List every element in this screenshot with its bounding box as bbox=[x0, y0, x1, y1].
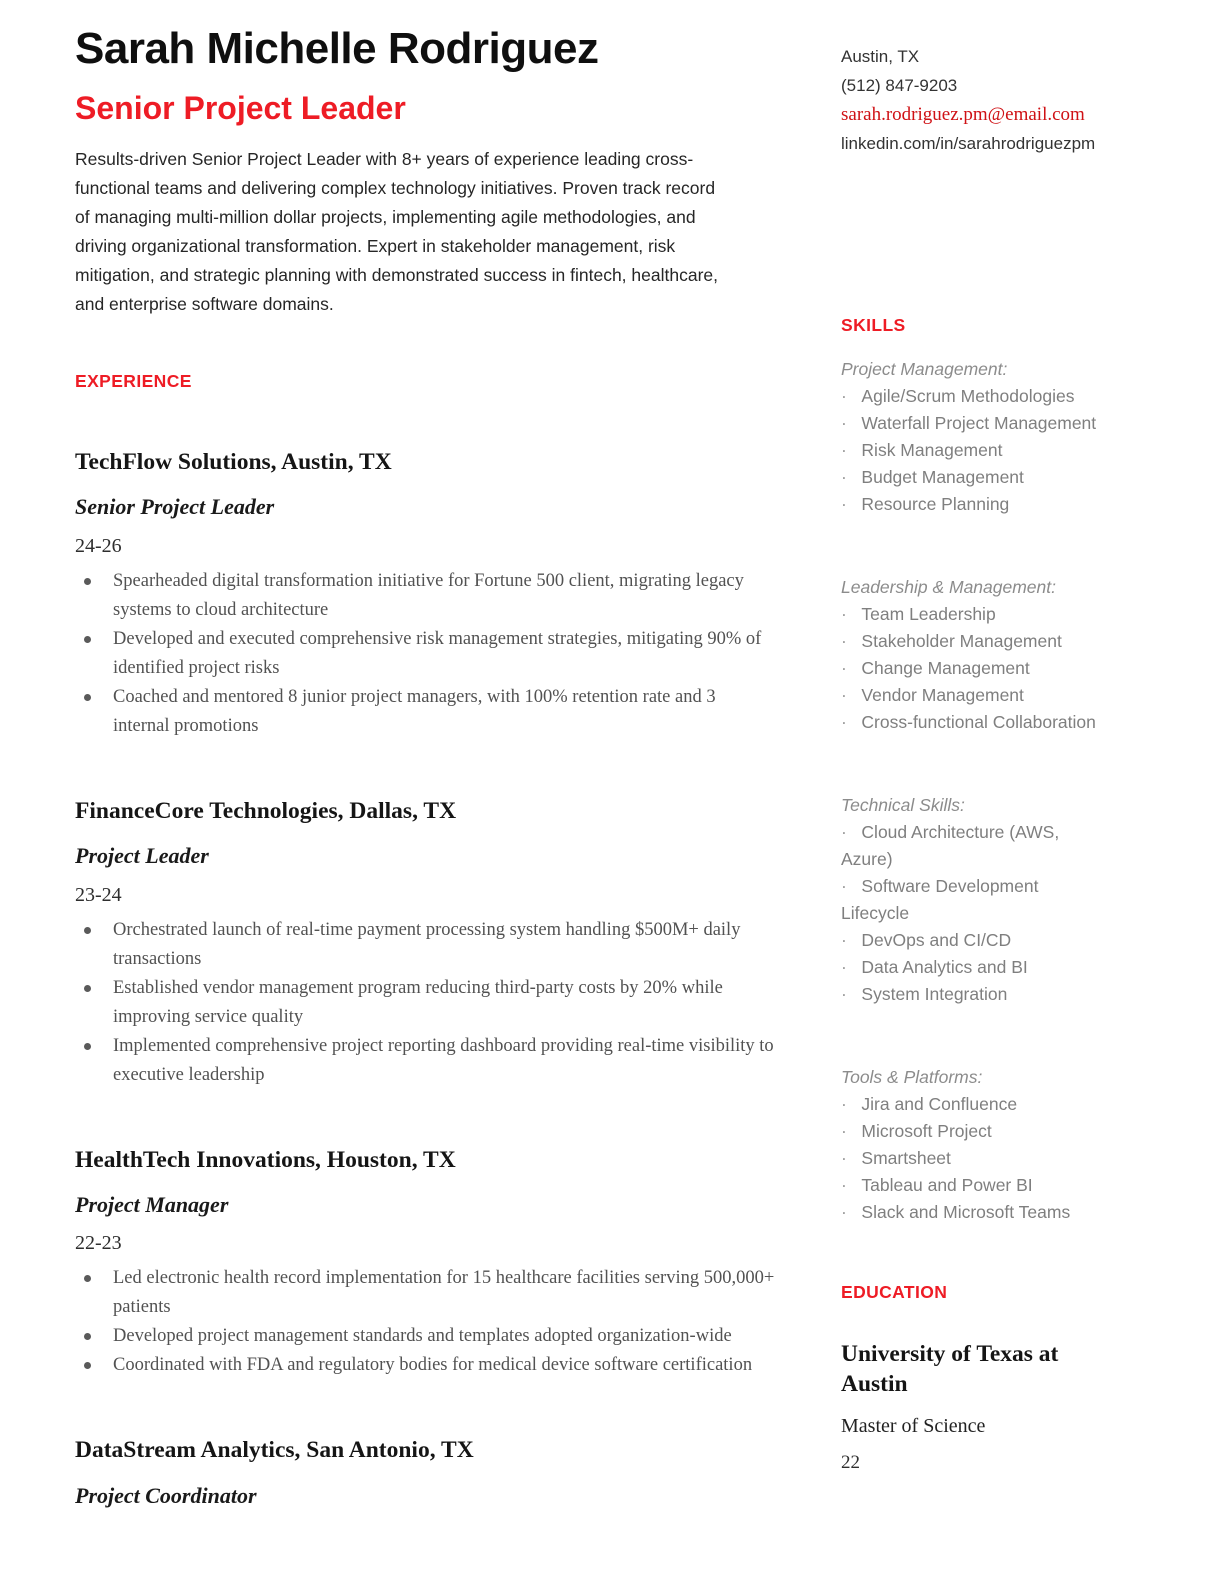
job-entry bbox=[75, 1146, 775, 1381]
job-dates: 24-26 bbox=[75, 534, 122, 557]
person-headline: Senior Project Leader bbox=[75, 89, 406, 126]
skill-item: · Stakeholder Management bbox=[841, 628, 1101, 655]
skill-item: · Risk Management bbox=[841, 437, 1101, 464]
skill-item: · System Integration bbox=[841, 981, 1101, 1008]
job-company: FinanceCore Technologies, Dallas, TX bbox=[75, 797, 457, 824]
skill-item: · Waterfall Project Management bbox=[841, 410, 1101, 437]
skill-item: · Software Development Lifecycle bbox=[841, 873, 1101, 927]
main-column bbox=[75, 24, 775, 1584]
skill-item: · Vendor Management bbox=[841, 682, 1101, 709]
skill-group bbox=[841, 1064, 1101, 1226]
job-bullet: Implemented comprehensive project reporting dashboard providing real-time visibility to executive leadership bbox=[75, 1032, 775, 1090]
contact-block bbox=[841, 42, 1101, 158]
job-title: Project Manager bbox=[75, 1191, 229, 1217]
skill-item: · Microsoft Project bbox=[841, 1118, 1101, 1145]
skill-group bbox=[841, 356, 1101, 518]
skill-group-label: Technical Skills: bbox=[841, 795, 965, 815]
skill-item: · Agile/Scrum Methodologies bbox=[841, 383, 1101, 410]
skill-group-label: Tools & Platforms: bbox=[841, 1067, 983, 1087]
job-title: Project Leader bbox=[75, 843, 209, 869]
job-company: DataStream Analytics, San Antonio, TX bbox=[75, 1437, 474, 1464]
job-bullet: Spearheaded digital transformation initiative for Fortune 500 client, migrating legacy systems to cloud architecture bbox=[75, 567, 775, 625]
education-section-heading: EDUCATION bbox=[841, 1282, 948, 1302]
education-school: University of Texas at Austin bbox=[841, 1341, 1059, 1397]
job-bullet: Developed project management standards and templates adopted organization-wide bbox=[75, 1322, 775, 1351]
job-entry bbox=[75, 797, 775, 1090]
skill-list bbox=[841, 819, 1101, 1008]
job-bullet: Led electronic health record implementation for 15 healthcare facilities serving 500,000+ patients bbox=[75, 1264, 775, 1322]
contact-linkedin: linkedin.com/in/sarahrodriguezpm bbox=[841, 134, 1096, 153]
skill-item: · Change Management bbox=[841, 655, 1101, 682]
skill-item: · Cross-functional Collaboration bbox=[841, 709, 1101, 736]
skill-list bbox=[841, 1091, 1101, 1226]
job-title: Project Coordinator bbox=[75, 1482, 257, 1508]
job-bullet: Coached and mentored 8 junior project managers, with 100% retention rate and 3 internal promotions bbox=[75, 683, 775, 741]
job-bullet-list bbox=[75, 567, 775, 741]
skill-list bbox=[841, 601, 1101, 736]
job-dates: 22-23 bbox=[75, 1232, 122, 1255]
skill-item: · Smartsheet bbox=[841, 1145, 1101, 1172]
skill-group bbox=[841, 792, 1101, 1008]
skill-item: · Resource Planning bbox=[841, 491, 1101, 518]
skill-item: · Budget Management bbox=[841, 464, 1101, 491]
job-bullet-list bbox=[75, 1264, 775, 1380]
skill-item: · Cloud Architecture (AWS, Azure) bbox=[841, 819, 1101, 873]
skill-group-label: Project Management: bbox=[841, 359, 1008, 379]
contact-email-link[interactable]: sarah.rodriguez.pm@email.com bbox=[841, 104, 1085, 125]
skill-item: · Jira and Confluence bbox=[841, 1091, 1101, 1118]
job-bullet: Coordinated with FDA and regulatory bodies for medical device software certification bbox=[75, 1351, 775, 1380]
skill-item: · Slack and Microsoft Teams bbox=[841, 1199, 1101, 1226]
job-bullet: Orchestrated launch of real-time payment processing system handling $500M+ daily transactions bbox=[75, 916, 775, 974]
job-bullet: Developed and executed comprehensive risk management strategies, mitigating 90% of identified project risks bbox=[75, 625, 775, 683]
job-company: TechFlow Solutions, Austin, TX bbox=[75, 448, 392, 475]
contact-phone: (512) 847-9203 bbox=[841, 76, 958, 95]
skill-group bbox=[841, 574, 1101, 736]
job-title: Senior Project Leader bbox=[75, 494, 275, 520]
job-bullet-list bbox=[75, 916, 775, 1090]
person-name: Sarah Michelle Rodriguez bbox=[75, 24, 599, 73]
skill-list bbox=[841, 383, 1101, 518]
skill-item: · Team Leadership bbox=[841, 601, 1101, 628]
education-year: 22 bbox=[841, 1452, 860, 1473]
job-bullet: Established vendor management program reducing third-party costs by 20% while improving service quality bbox=[75, 974, 775, 1032]
skill-group-label: Leadership & Management: bbox=[841, 577, 1056, 597]
summary-paragraph: Results-driven Senior Project Leader with 8+ years of experience leading cross-functional teams and delivering complex technology initiatives. Proven track record of managing multi-million dollar projects, implementing agile methodologies, and driving organizational transformation. Expert in stakeholder management, risk mitigation, and strategic planning with demonstrated success in fintech, healthcare, and enterprise software domains. bbox=[75, 148, 718, 314]
experience-section-heading: EXPERIENCE bbox=[75, 370, 192, 391]
skill-item: · Tableau and Power BI bbox=[841, 1172, 1101, 1199]
skills-section-heading: SKILLS bbox=[841, 315, 906, 335]
job-company: HealthTech Innovations, Houston, TX bbox=[75, 1146, 456, 1173]
education-degree: Master of Science bbox=[841, 1415, 986, 1437]
skill-item: · Data Analytics and BI bbox=[841, 954, 1101, 981]
sidebar-column bbox=[841, 24, 1101, 1584]
job-entry bbox=[75, 448, 775, 741]
job-entry bbox=[75, 1436, 775, 1509]
skill-item: · DevOps and CI/CD bbox=[841, 927, 1101, 954]
contact-location: Austin, TX bbox=[841, 47, 920, 66]
job-dates: 23-24 bbox=[75, 883, 122, 906]
